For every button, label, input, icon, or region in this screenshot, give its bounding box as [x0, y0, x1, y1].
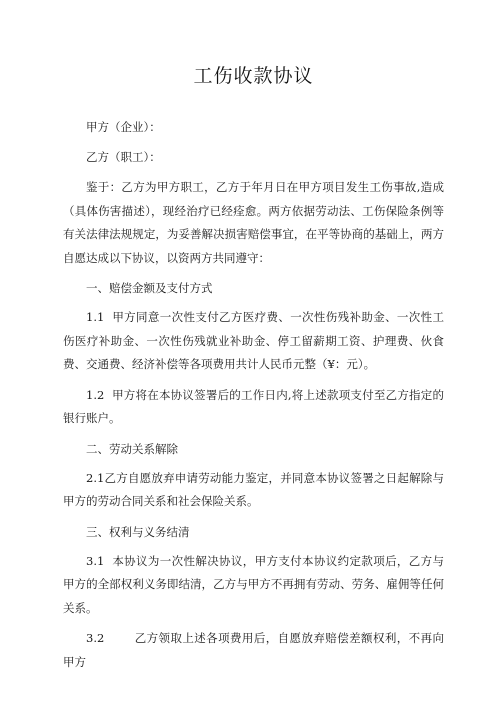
clause-number: 2.1: [86, 470, 105, 485]
clause-number: 1.2: [86, 387, 105, 402]
section-heading-compensation: 一、赔偿金额及支付方式: [86, 281, 213, 295]
clause-text: 甲方同意一次性支付乙方医疗费、一次性伤残补助金、一次性工伤医疗补助金、一次性伤残就业补助金、停工留薪期工资、护理费、伙食费、交通费、经济补偿等各项费用共计人民币元整（¥：元）。: [63, 310, 444, 371]
party-b-line: 乙方（职工）：: [86, 149, 161, 164]
document-title: 工伤收款协议: [193, 65, 314, 87]
clause-number: 3.2: [86, 631, 105, 645]
document-body: [63, 116, 444, 674]
party-a-line: 甲方（企业）：: [86, 120, 161, 134]
clause-text: 乙方自愿放弃申请劳动能力鉴定，并同意本协议签署之日起解除与甲方的劳动合同关系和社会保险关系。: [63, 470, 444, 508]
clause-1-2: [63, 384, 444, 431]
clause-number: 1.1: [86, 310, 105, 324]
clause-text: 乙方领取上述各项费用后，自愿放弃赔偿差额权利，不再向甲方: [63, 631, 444, 669]
intro-paragraph: 鉴于：乙方为甲方职工，乙方于年月日在甲方项目发生工伤事故,造成（具体伤害描述），现经治疗已经痊愈。两方依据劳动法、工伤保险条例等有关法律法规规定，为妥善解决损害赔偿事宜，在平等协商的基础上，两方自愿达成以下协议，以资两方共同遵守：: [63, 180, 444, 265]
clause-3-1: [63, 550, 444, 621]
clause-3-2: [63, 627, 444, 674]
clause-number: 3.1: [86, 553, 105, 568]
clause-text: 甲方将在本协议签署后的工作日内,将上述款项支付至乙方指定的银行账户。: [63, 387, 445, 425]
clause-text: 本协议为一次性解决协议，甲方支付本协议约定款项后，乙方与甲方的全部权利义务即结清，乙方与甲方不再拥有劳动、劳务、雇佣等任何关系。: [63, 553, 444, 615]
section-heading-termination: 二、劳动关系解除: [86, 441, 178, 456]
clause-1-1: [63, 306, 444, 377]
clause-2-1: [63, 467, 444, 514]
section-heading-settlement: 三、权利与义务结清: [86, 524, 190, 539]
